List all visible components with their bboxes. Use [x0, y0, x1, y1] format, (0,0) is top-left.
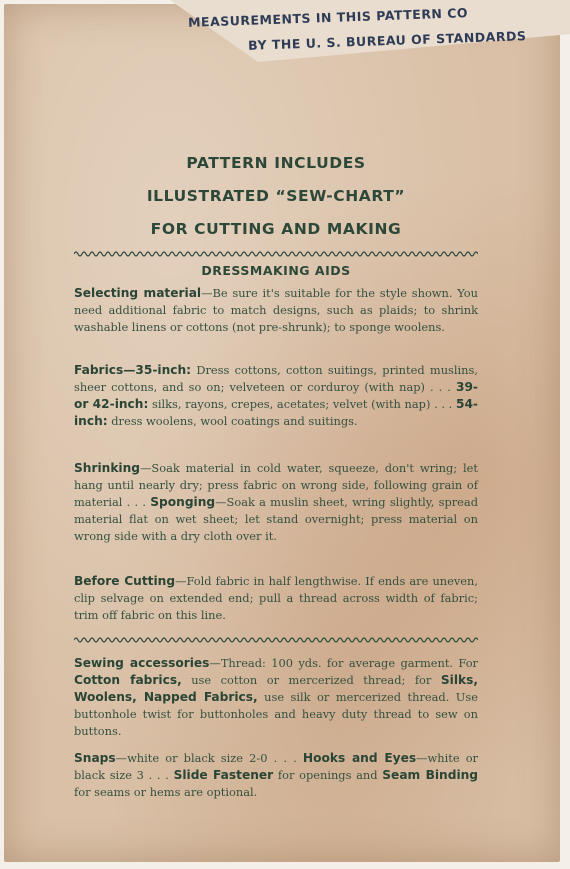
title-line-3: FOR CUTTING AND MAKING	[150, 220, 402, 238]
text-silk-thread: use silk or mercerized thread. Use buttonhole twist for buttonholes and heavy duty thread to sew on buttons.	[74, 690, 478, 738]
label-sponging: Sponging	[150, 495, 216, 509]
text-seam-binding: for seams or hems are optional.	[74, 785, 258, 799]
text-snaps: —white or black size 2-0 . . .	[115, 751, 303, 765]
paragraph-before-cutting	[74, 573, 478, 624]
title-line-2: ILLUSTRATED “SEW-CHART”	[146, 187, 406, 205]
text-fabrics-35: Dress cottons, cotton suitings, printed muslins, sheer cottons, and so on; velveteen or corduroy (with nap) . . .	[74, 363, 478, 394]
label-before-cutting: Before Cutting	[74, 574, 176, 588]
label-slide-fastener: Slide Fastener	[173, 768, 274, 782]
text-hooks-and-eyes: —white or black size 3 . . .	[74, 751, 478, 782]
wavy-divider-bottom	[74, 636, 478, 644]
label-sewing-accessories: Sewing accessories	[74, 656, 210, 670]
paragraph-sewing-accessories	[74, 655, 478, 740]
text-before-cutting: —Fold fabric in half lengthwise. If ends are uneven, clip selvage on extended end; pull a thread across width of fabric; trim off fabric on this line.	[74, 574, 478, 622]
label-shrinking: Shrinking	[74, 461, 141, 475]
label-cotton-fabrics: Cotton fabrics,	[74, 673, 182, 687]
text-sponging: —Soak a muslin sheet, wring slightly, spread material flat on wet sheet; let stand overnight; press material on wrong side with a dry cloth over it.	[74, 495, 479, 543]
text-shrinking: —Soak material in cold water, squeeze, don't wring; let hang until nearly dry; press fabric on wrong side, following grain of material . . .	[74, 461, 478, 509]
label-fabrics-35: Fabrics—35-inch:	[74, 363, 192, 377]
paragraph-shrinking	[74, 460, 478, 545]
label-seam-binding: Seam Binding	[382, 768, 479, 782]
label-silks-woolens: Silks, Woolens, Napped Fabrics,	[74, 673, 478, 704]
text-fabrics-54: dress woolens, wool coatings and suitings.	[107, 414, 358, 428]
label-selecting-material: Selecting material	[74, 286, 202, 300]
text-fabrics-39-42: silks, rayons, crepes, acetates; velvet (with nap) . . .	[148, 397, 456, 411]
wavy-divider-top	[74, 250, 478, 258]
label-hooks-and-eyes: Hooks and Eyes	[302, 751, 417, 765]
title-line-1: PATTERN INCLUDES	[186, 154, 366, 172]
text-selecting-material: —Be sure it's suitable for the style shown. You need additional fabric to match designs, such as plaids; to shrink washable linens or cottons (not pre-shrunk); to sponge woolens.	[74, 286, 478, 334]
label-fabrics-39-42: 39- or 42-inch:	[74, 380, 478, 411]
flap-text-line-1: MEASUREMENTS IN THIS PATTERN CO	[187, 5, 469, 30]
paragraph-fabrics	[74, 362, 478, 430]
text-slide-fastener: for openings and	[273, 768, 383, 782]
text-thread-amount: —Thread: 100 yds. for average garment. For	[209, 656, 479, 670]
paragraph-snaps	[74, 750, 478, 801]
label-snaps: Snaps	[74, 751, 116, 765]
flap-text-line-2: BY THE U. S. BUREAU OF STANDARDS	[247, 28, 527, 53]
label-fabrics-54: 54-inch:	[74, 397, 478, 428]
section-heading-dressmaking-aids: DRESSMAKING AIDS	[201, 263, 351, 278]
paragraph-selecting-material	[74, 285, 478, 336]
text-cotton-thread: use cotton or mercerized thread; for	[181, 673, 441, 687]
